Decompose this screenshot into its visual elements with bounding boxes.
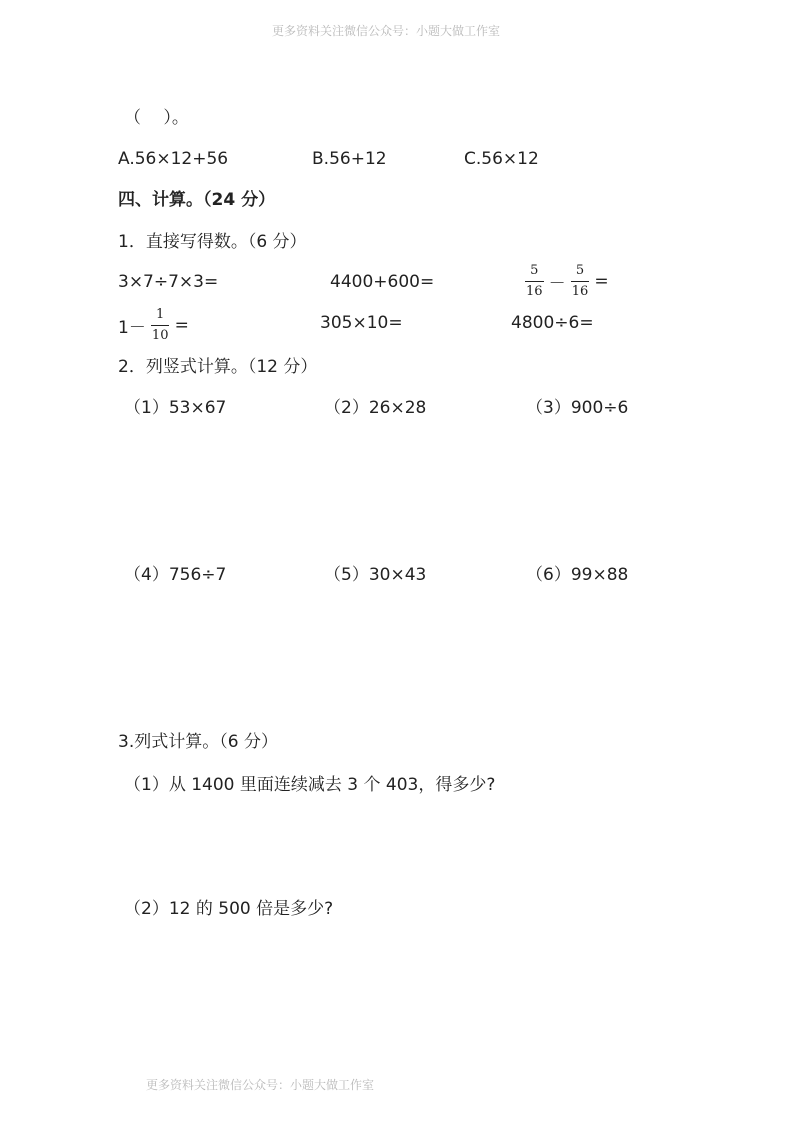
- vertical-calc-item: （5）30×43: [324, 565, 427, 585]
- option-c: C.56×12: [464, 149, 539, 169]
- word-problem-2: （2）12 的 500 倍是多少?: [124, 899, 334, 919]
- equals-sign: =: [174, 315, 189, 336]
- fraction-bar: [151, 325, 170, 326]
- minus-sign: －: [548, 274, 566, 294]
- fraction: [525, 264, 544, 299]
- fraction-bar: [525, 281, 544, 282]
- part2-title: 2．列竖式计算。（12 分）: [118, 357, 318, 377]
- part1-title: 1．直接写得数。（6 分）: [118, 232, 307, 252]
- expression-lead: 1－: [118, 318, 146, 338]
- denominator: 16: [571, 284, 589, 299]
- equals-sign: =: [594, 271, 609, 292]
- numerator: 5: [575, 263, 585, 278]
- fraction-bar: [571, 281, 590, 282]
- word-problem-1: （1）从 1400 里面连续减去 3 个 403，得多少?: [124, 775, 496, 795]
- watermark-top: 更多资料关注微信公众号：小题大做工作室: [272, 24, 501, 38]
- watermark-bottom: 更多资料关注微信公众号：小题大做工作室: [146, 1078, 375, 1092]
- calc-item: 4800÷6=: [511, 313, 594, 333]
- calc-item: 3×7÷7×3=: [118, 272, 219, 292]
- fraction-expression: [118, 308, 189, 343]
- vertical-calc-item: （3）900÷6: [526, 398, 629, 418]
- vertical-calc-item: （2）26×28: [324, 398, 427, 418]
- fraction-expression: [525, 264, 609, 299]
- vertical-calc-item: （6）99×88: [526, 565, 629, 585]
- vertical-calc-item: （1）53×67: [124, 398, 227, 418]
- calc-item: 4400+600=: [330, 272, 435, 292]
- part3-title: 3.列式计算。（6 分）: [118, 732, 278, 752]
- vertical-calc-item: （4）756÷7: [124, 565, 227, 585]
- numerator: 5: [530, 263, 539, 278]
- denominator: 16: [526, 284, 543, 299]
- section-title: 四、计算。（24 分）: [118, 190, 276, 210]
- fraction: [571, 264, 590, 299]
- denominator: 10: [151, 328, 169, 343]
- calc-item: 305×10=: [320, 313, 403, 333]
- option-b: B.56+12: [312, 149, 387, 169]
- answer-blank: （ ）。: [124, 108, 189, 128]
- numerator: 1: [156, 307, 165, 322]
- option-a: A.56×12+56: [118, 149, 229, 169]
- fraction: [151, 308, 170, 343]
